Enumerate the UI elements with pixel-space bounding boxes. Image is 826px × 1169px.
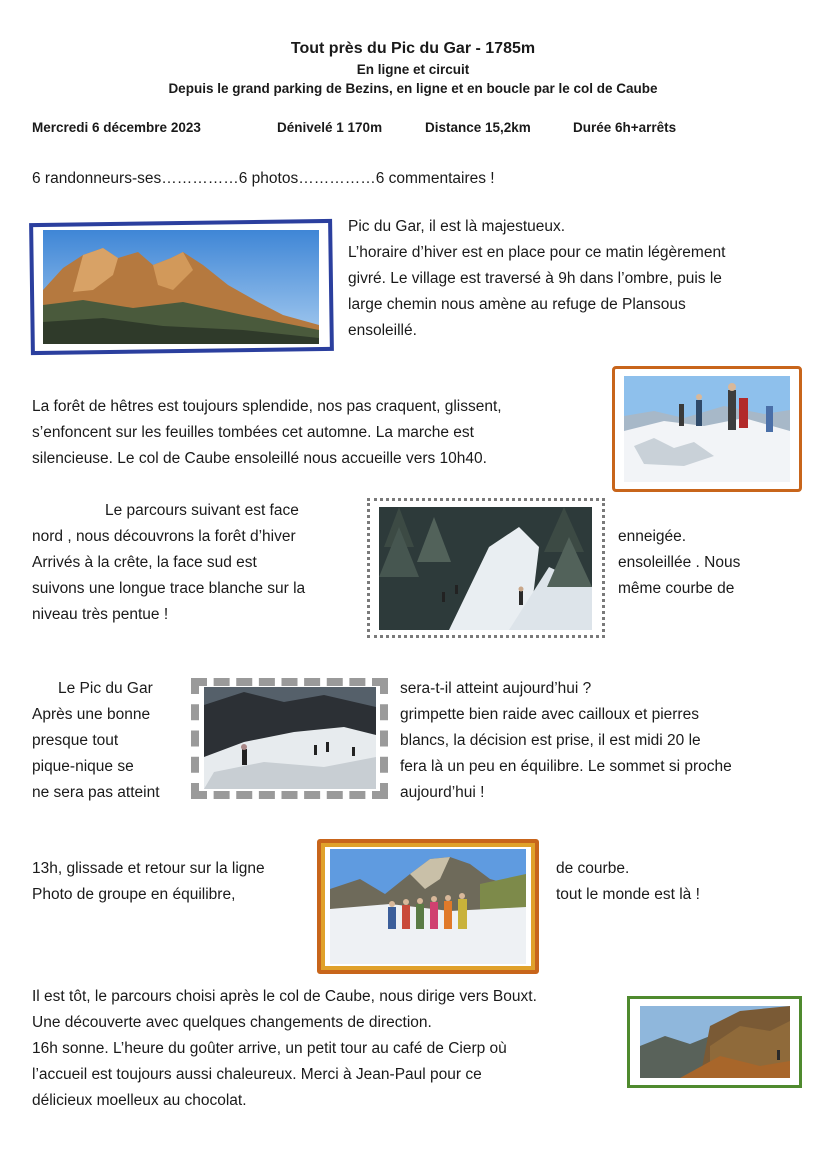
section1-line-1: Pic du Gar, il est là majestueux.: [348, 218, 566, 235]
section2-line-2: s’enfoncent sur les feuilles tombées cet automne. La marche est: [32, 424, 474, 441]
page-title: Tout près du Pic du Gar - 1785m: [290, 40, 536, 57]
section1-line-3: givré. Le village est traversé à 9h dans l’ombre, puis le: [348, 270, 722, 287]
section4-right-line-2: grimpette bien raide avec cailloux et pierres: [400, 706, 699, 723]
section5-right-line-2: tout le monde est là !: [556, 886, 700, 903]
hike-duration: Durée 6h+arrêts: [573, 120, 677, 135]
section6-line-5: délicieux moelleux au chocolat.: [32, 1092, 247, 1109]
section3-left-line-3: Arrivés à la crête, la face sud est: [32, 554, 257, 571]
section6-line-4: l’accueil est toujours aussi chaleureux. Merci à Jean-Paul pour ce: [32, 1066, 482, 1083]
section5-left-line-2: Photo de groupe en équilibre,: [32, 886, 236, 903]
section4-left-line-3: presque tout: [32, 732, 119, 749]
section1-line-5: ensoleillé.: [348, 322, 417, 339]
section4-left-line-1: Le Pic du Gar: [58, 680, 153, 697]
section4-right-line-4: fera là un peu en équilibre. Le sommet si proche: [400, 758, 732, 775]
section6-line-2: Une découverte avec quelques changements de direction.: [32, 1014, 432, 1031]
photo-snow-slope[interactable]: [204, 687, 376, 789]
section3-left-line-5: niveau très pentue !: [32, 606, 169, 623]
section1-line-2: L’horaire d’hiver est en place pour ce matin légèrement: [348, 244, 726, 261]
section6-line-1: Il est tôt, le parcours choisi après le col de Caube, nous dirige vers Bouxt.: [32, 988, 537, 1005]
section3-right-line-2: ensoleillée . Nous: [618, 554, 741, 571]
section3-left-line-4: suivons une longue trace blanche sur la: [32, 580, 306, 597]
section4-left-line-4: pique-nique se: [32, 758, 134, 775]
photo-group[interactable]: [330, 849, 526, 964]
section4-right-line-5: aujourd’hui !: [400, 784, 485, 801]
section2-line-1: La forêt de hêtres est toujours splendide, nos pas craquent, glissent,: [32, 398, 502, 415]
section4-left-line-2: Après une bonne: [32, 706, 151, 723]
section3-right-line-3: même courbe de: [618, 580, 735, 597]
section1-line-4: large chemin nous amène au refuge de Plansous: [348, 296, 686, 313]
photo-winter-forest[interactable]: [379, 507, 592, 630]
section2-line-3: silencieuse. Le col de Caube ensoleillé nous accueille vers 10h40.: [32, 450, 487, 467]
section3-left-line-2: nord , nous découvrons la forêt d’hiver: [32, 528, 296, 545]
section4-right-line-3: blancs, la décision est prise, il est midi 20 le: [400, 732, 701, 749]
photo-autumn-forest[interactable]: [640, 1006, 790, 1078]
hike-elevation: Dénivelé 1 170m: [277, 120, 383, 135]
section5-right-line-1: de courbe.: [556, 860, 630, 877]
photo-hikers-ridge[interactable]: [624, 376, 790, 482]
section6-line-3: 16h sonne. L’heure du goûter arrive, un petit tour au café de Cierp où: [32, 1040, 507, 1057]
section4-left-line-5: ne sera pas atteint: [32, 784, 160, 801]
section4-right-line-1: sera-t-il atteint aujourd’hui ?: [400, 680, 592, 697]
intro-line: 6 randonneurs-ses……………6 photos……………6 commentaires !: [32, 170, 495, 187]
section3-right-line-1: enneigée.: [618, 528, 687, 545]
page-subtitle: En ligne et circuit: [356, 62, 470, 77]
section5-left-line-1: 13h, glissade et retour sur la ligne: [32, 860, 265, 877]
section3-left-line-1: Le parcours suivant est face: [105, 502, 299, 519]
route-description: Depuis le grand parking de Bezins, en ligne et en boucle par le col de Caube: [168, 81, 658, 96]
hike-distance: Distance 15,2km: [425, 120, 531, 135]
photo-pic-du-gar-mountain[interactable]: [43, 230, 319, 344]
hike-date: Mercredi 6 décembre 2023: [32, 120, 201, 135]
